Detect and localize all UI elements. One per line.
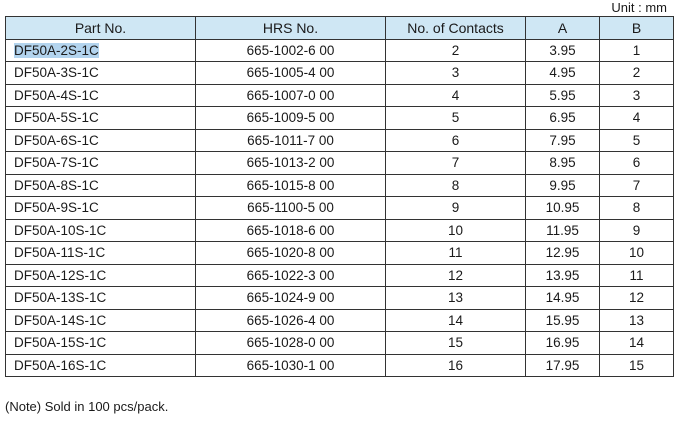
hrs-no-cell: 665-1018-6 00 — [196, 219, 386, 242]
table-row — [6, 197, 674, 220]
table-row — [6, 152, 674, 175]
part-no-text[interactable]: DF50A-13S-1C — [14, 290, 107, 306]
part-no-text[interactable]: DF50A-9S-1C — [14, 200, 99, 216]
a-cell: 17.95 — [526, 354, 600, 377]
part-no-text[interactable]: DF50A-8S-1C — [14, 177, 99, 193]
contacts-cell: 14 — [386, 309, 526, 332]
table-row — [6, 129, 674, 152]
spec-table — [5, 16, 674, 377]
contacts-cell: 6 — [386, 129, 526, 152]
a-cell: 15.95 — [526, 309, 600, 332]
part-no-text[interactable]: DF50A-16S-1C — [14, 357, 107, 373]
table-row — [6, 287, 674, 310]
hrs-no-cell: 665-1028-0 00 — [196, 332, 386, 355]
b-cell: 1 — [600, 39, 674, 62]
a-cell: 6.95 — [526, 107, 600, 130]
part-no-cell — [6, 197, 196, 220]
footnote: (Note) Sold in 100 pcs/pack. — [5, 399, 169, 414]
contacts-cell: 4 — [386, 84, 526, 107]
part-no-text[interactable]: DF50A-10S-1C — [14, 222, 107, 238]
part-no-cell — [6, 62, 196, 85]
table-row — [6, 309, 674, 332]
table-row — [6, 264, 674, 287]
hrs-no-cell: 665-1009-5 00 — [196, 107, 386, 130]
hrs-no-cell: 665-1013-2 00 — [196, 152, 386, 175]
hrs-no-cell: 665-1002-6 00 — [196, 39, 386, 62]
contacts-cell: 8 — [386, 174, 526, 197]
a-cell: 5.95 — [526, 84, 600, 107]
a-cell: 8.95 — [526, 152, 600, 175]
part-no-text[interactable]: DF50A-7S-1C — [14, 155, 99, 171]
header-contacts: No. of Contacts — [386, 17, 526, 40]
hrs-no-cell: 665-1022-3 00 — [196, 264, 386, 287]
contacts-cell: 15 — [386, 332, 526, 355]
table-row — [6, 174, 674, 197]
contacts-cell: 12 — [386, 264, 526, 287]
hrs-no-cell: 665-1024-9 00 — [196, 287, 386, 310]
a-cell: 13.95 — [526, 264, 600, 287]
a-cell: 16.95 — [526, 332, 600, 355]
part-no-text[interactable]: DF50A-14S-1C — [14, 312, 107, 328]
b-cell: 7 — [600, 174, 674, 197]
contacts-cell: 3 — [386, 62, 526, 85]
b-cell: 2 — [600, 62, 674, 85]
part-no-cell — [6, 264, 196, 287]
b-cell: 12 — [600, 287, 674, 310]
table-row — [6, 354, 674, 377]
hrs-no-cell: 665-1011-7 00 — [196, 129, 386, 152]
b-cell: 15 — [600, 354, 674, 377]
contacts-cell: 7 — [386, 152, 526, 175]
hrs-no-cell: 665-1026-4 00 — [196, 309, 386, 332]
part-no-cell — [6, 309, 196, 332]
a-cell: 7.95 — [526, 129, 600, 152]
hrs-no-cell: 665-1015-8 00 — [196, 174, 386, 197]
contacts-cell: 16 — [386, 354, 526, 377]
b-cell: 5 — [600, 129, 674, 152]
table-row — [6, 39, 674, 62]
hrs-no-cell: 665-1005-4 00 — [196, 62, 386, 85]
contacts-cell: 9 — [386, 197, 526, 220]
a-cell: 10.95 — [526, 197, 600, 220]
hrs-no-cell: 665-1007-0 00 — [196, 84, 386, 107]
part-no-cell — [6, 242, 196, 265]
b-cell: 4 — [600, 107, 674, 130]
b-cell: 13 — [600, 309, 674, 332]
b-cell: 6 — [600, 152, 674, 175]
part-no-cell — [6, 39, 196, 62]
contacts-cell: 13 — [386, 287, 526, 310]
table-row — [6, 242, 674, 265]
b-cell: 8 — [600, 197, 674, 220]
table-body — [6, 39, 674, 377]
b-cell: 11 — [600, 264, 674, 287]
b-cell: 14 — [600, 332, 674, 355]
table-row — [6, 332, 674, 355]
part-no-text[interactable]: DF50A-15S-1C — [14, 335, 107, 351]
b-cell: 3 — [600, 84, 674, 107]
part-no-cell — [6, 107, 196, 130]
table-row — [6, 84, 674, 107]
header-a: A — [526, 17, 600, 40]
part-no-text[interactable]: DF50A-11S-1C — [14, 245, 106, 261]
a-cell: 12.95 — [526, 242, 600, 265]
unit-label: Unit : mm — [611, 0, 667, 15]
b-cell: 9 — [600, 219, 674, 242]
table-row — [6, 62, 674, 85]
table-header-row — [6, 17, 674, 40]
part-no-cell — [6, 354, 196, 377]
part-no-text[interactable]: DF50A-3S-1C — [14, 65, 99, 81]
part-no-cell — [6, 84, 196, 107]
table-row — [6, 219, 674, 242]
a-cell: 14.95 — [526, 287, 600, 310]
a-cell: 4.95 — [526, 62, 600, 85]
part-no-cell — [6, 174, 196, 197]
hrs-no-cell: 665-1020-8 00 — [196, 242, 386, 265]
contacts-cell: 10 — [386, 219, 526, 242]
part-no-cell — [6, 287, 196, 310]
contacts-cell: 2 — [386, 39, 526, 62]
part-no-cell — [6, 219, 196, 242]
header-hrs-no: HRS No. — [196, 17, 386, 40]
part-no-cell — [6, 332, 196, 355]
hrs-no-cell: 665-1030-1 00 — [196, 354, 386, 377]
a-cell: 11.95 — [526, 219, 600, 242]
part-no-cell — [6, 129, 196, 152]
part-no-text[interactable]: DF50A-4S-1C — [14, 87, 99, 103]
a-cell: 9.95 — [526, 174, 600, 197]
part-no-text[interactable]: DF50A-12S-1C — [14, 267, 107, 283]
part-no-text[interactable]: DF50A-2S-1C — [14, 42, 99, 58]
hrs-no-cell: 665-1100-5 00 — [196, 197, 386, 220]
part-no-text[interactable]: DF50A-6S-1C — [14, 132, 99, 148]
header-part-no: Part No. — [6, 17, 196, 40]
b-cell: 10 — [600, 242, 674, 265]
contacts-cell: 11 — [386, 242, 526, 265]
header-b: B — [600, 17, 674, 40]
a-cell: 3.95 — [526, 39, 600, 62]
part-no-text[interactable]: DF50A-5S-1C — [14, 110, 99, 126]
table-row — [6, 107, 674, 130]
contacts-cell: 5 — [386, 107, 526, 130]
part-no-cell — [6, 152, 196, 175]
